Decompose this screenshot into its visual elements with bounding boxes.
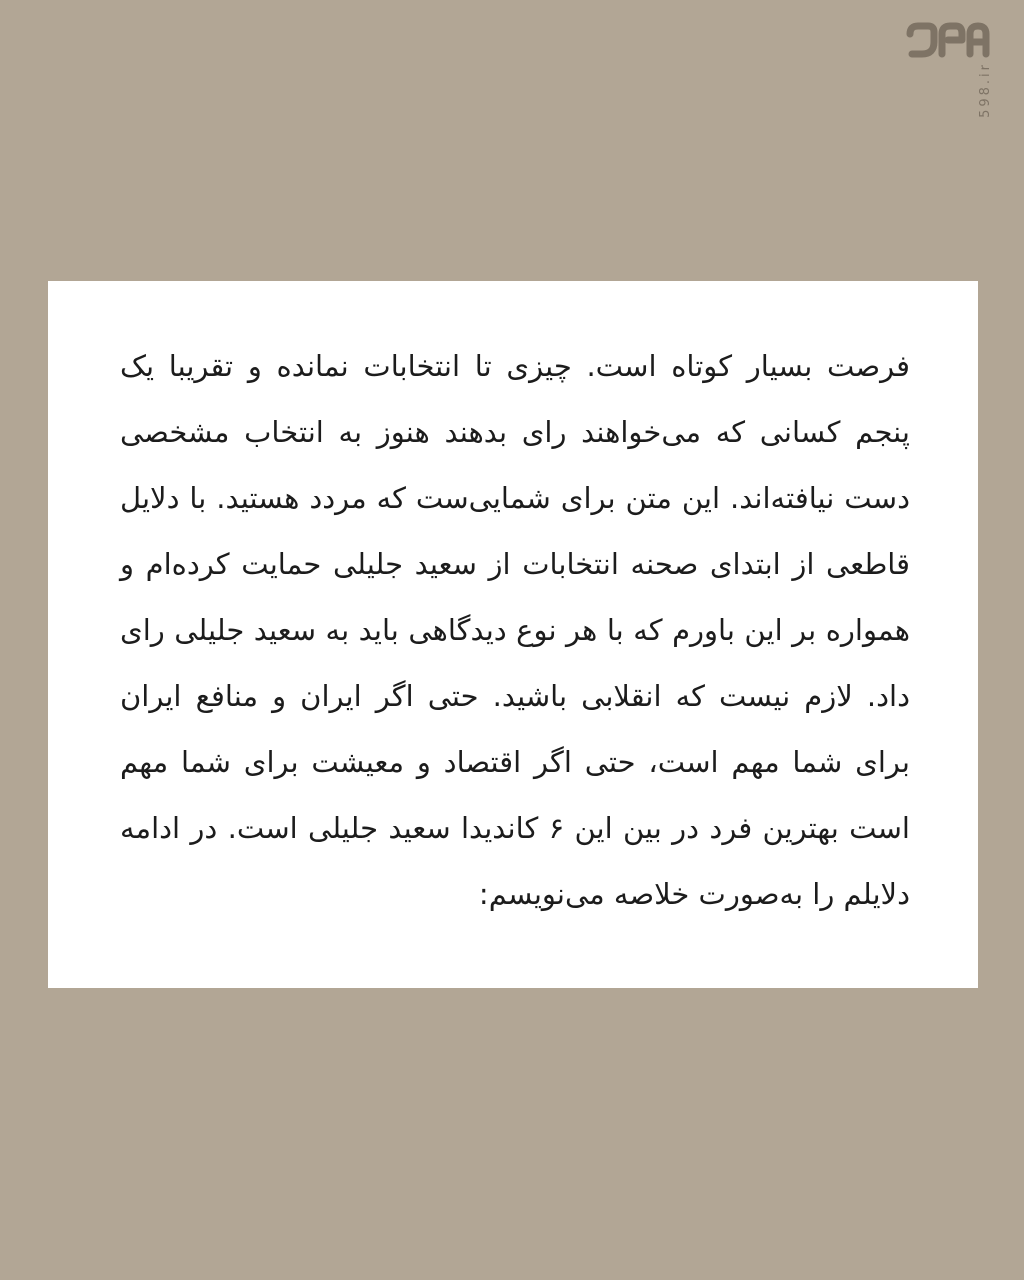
text-card (48, 281, 978, 988)
site-logo (902, 18, 994, 64)
logo-caption: 598.ir (978, 62, 993, 118)
body-paragraph: فرصت بسیار کوتاه است. چیزی تا انتخابات نمانده و تقریبا یک پنجم کسانی که می‌خواهند رای بدهند هنوز به انتخاب مشخصی دست نیافته‌اند. این متن برای شمایی‌ست که مردد هستید. با دلایل قاطعی از ابتدای صحنه انتخابات از سعید جلیلی حمایت کرده‌ام و همواره بر این باورم که با هر نوع دیدگاهی باید به سعید جلیلی رای داد. لازم نیست که انقلابی باشید. حتی اگر ایران و منافع ایران برای شما مهم است، حتی اگر اقتصاد و معیشت برای شما مهم است بهترین فرد در بین این ۶ کاندیدا سعید جلیلی است. در ادامه دلایلم را به‌صورت خلاصه می‌نویسم: (120, 349, 910, 911)
logo-mark-icon (902, 18, 994, 64)
